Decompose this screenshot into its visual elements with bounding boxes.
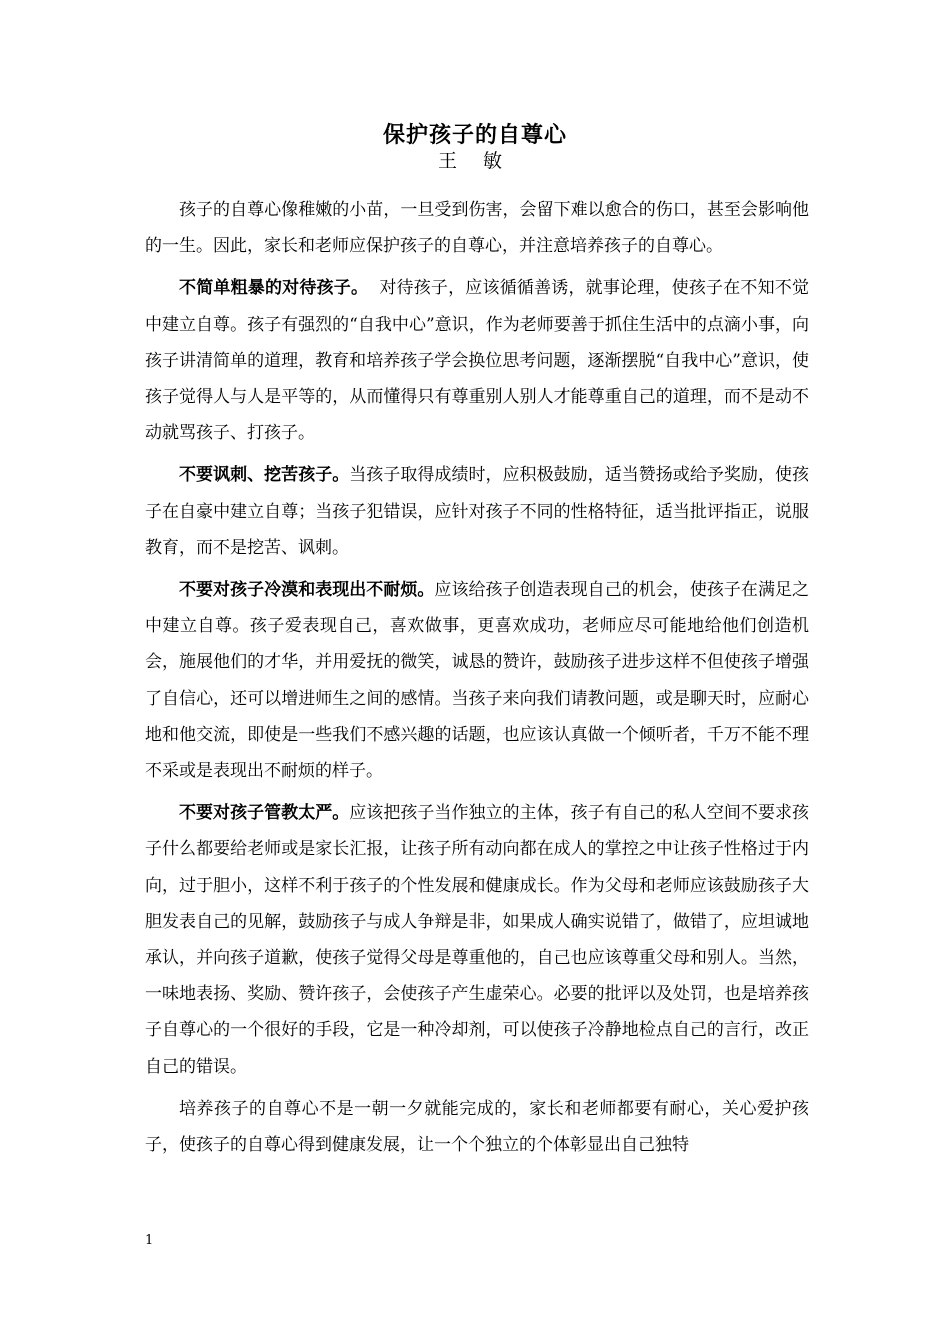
paragraph-text: 孩子的自尊心像稚嫩的小苗，一旦受到伤害，会留下难以愈合的伤口，甚至会影响他的一生。因此，家长和老师应保护孩子的自尊心，并注意培养孩子的自尊心。 bbox=[145, 200, 809, 257]
paragraph-text: 应该给孩子创造表现自己的机会，使孩子在满足之中建立自尊。孩子爱表现自己，喜欢做事，更喜欢成功，老师应尽可能地给他们创造机会，施展他们的才华，并用爱抚的微笑，诚恳的赞许，鼓励孩子进步这样不但使孩子增强了自信心，还可以增进师生之间的感情。当孩子来向我们请教问题，或是聊天时，应耐心地和他交流，即使是一些我们不感兴趣的话题，也应该认真做一个倾听者，千万不能不理不采或是表现出不耐烦的样子。 bbox=[145, 580, 810, 782]
document-body bbox=[145, 192, 809, 1169]
paragraph-text: 应该把孩子当作独立的主体，孩子有自己的私人空间不要求孩子什么都要给老师或是家长汇报，让孩子所有动向都在成人的掌控之中让孩子性格过于内向，过于胆小，这样不利于孩子的个性发展和健康成长。作为父母和老师应该鼓励孩子大胆发表自己的见解，鼓励孩子与成人争辩是非，如果成人确实说错了，做错了，应坦诚地承认，并向孩子道歉，使孩子觉得父母是尊重他的，自己也应该尊重父母和别人。当然，一味地表扬、奖励、赞许孩子，会使孩子产生虚荣心。必要的批评以及处罚，也是培养孩子自尊心的一个很好的手段，它是一种冷却剂，可以使孩子冷静地检点自己的言行，改正自己的错误。 bbox=[145, 803, 810, 1077]
paragraph-text: 培养孩子的自尊心不是一朝一夕就能完成的，家长和老师都要有耐心，关心爱护孩子，使孩子的自尊心得到健康发展，让一个个独立的个体彰显出自己独特 bbox=[145, 1098, 809, 1156]
paragraph-not-rough bbox=[145, 270, 809, 451]
paragraph-conclusion bbox=[145, 1091, 809, 1163]
paragraph-not-too-strict bbox=[145, 795, 809, 1085]
paragraph-no-indifference bbox=[145, 572, 809, 789]
paragraph-heading: 不要对孩子冷漠和表现出不耐烦。 bbox=[179, 580, 435, 601]
paragraph-text: 当孩子取得成绩时，应积极鼓励，适当赞扬或给予奖励，使孩子在自豪中建立自尊；当孩子犯错误，应针对孩子不同的性格特征，适当批评指正，说服教育，而不是挖苦、讽刺。 bbox=[145, 465, 810, 558]
page-number: 1 bbox=[145, 1233, 154, 1248]
paragraph-heading: 不要讽刺、挖苦孩子。 bbox=[179, 465, 350, 486]
document-title: 保护孩子的自尊心 bbox=[382, 122, 567, 148]
paragraph-no-sarcasm bbox=[145, 457, 809, 566]
paragraph-heading: 不要对孩子管教太严。 bbox=[179, 803, 350, 824]
paragraph-heading: 不简单粗暴的对待孩子。 bbox=[179, 278, 369, 299]
paragraph-intro bbox=[145, 192, 809, 264]
paragraph-text: 对待孩子，应该循循善诱，就事论理，使孩子在不知不觉中建立自尊。孩子有强烈的“自我中心”意识，作为老师要善于抓住生活中的点滴小事，向孩子讲清简单的道理，教育和培养孩子学会换位思考问题，逐渐摆脱“自我中心”意识，使孩子觉得人与人是平等的，从而懂得只有尊重别人别人才能尊重自己的道理，而不是动不动就骂孩子、打孩子。 bbox=[145, 278, 809, 444]
document-author: 王 敏 bbox=[437, 150, 513, 172]
